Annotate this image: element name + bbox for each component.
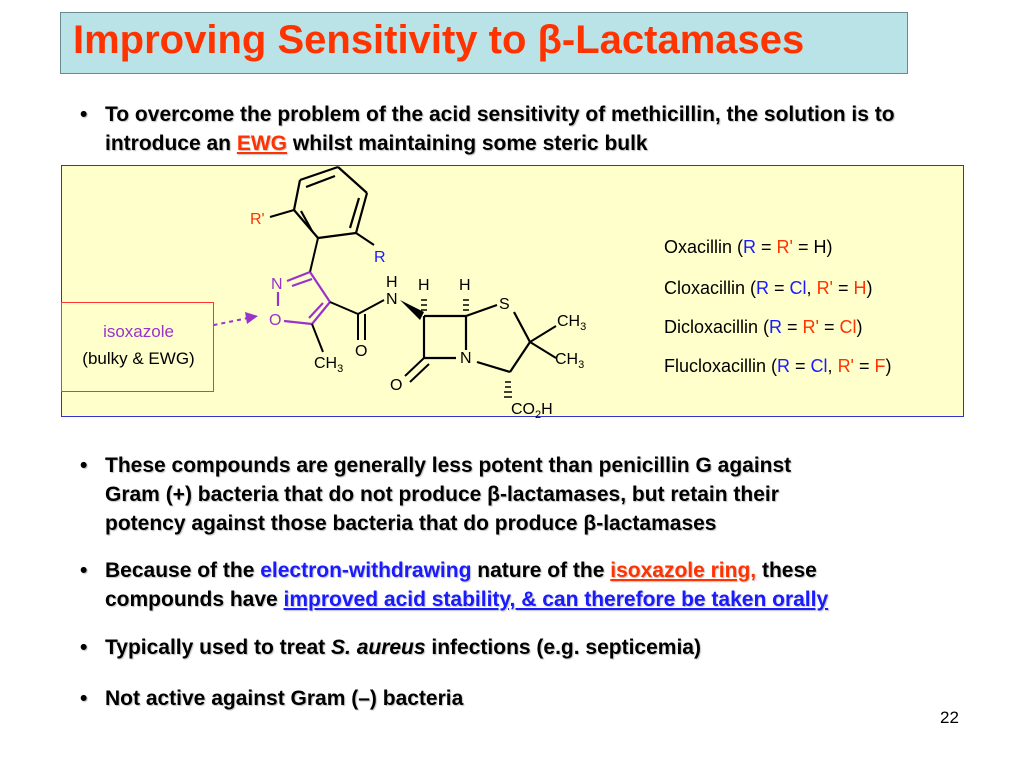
atom-h-amide: H [386, 274, 398, 291]
drug-part: H) [813, 237, 833, 257]
drug-part: R [777, 356, 791, 376]
atom-r: R [374, 249, 386, 266]
drug-cloxacillin [664, 278, 873, 299]
drug-part: = [756, 237, 777, 257]
aryl-isoxazole-bond [310, 238, 318, 272]
drug-part: = [833, 278, 854, 298]
bullet-dot: • [80, 454, 88, 477]
atom-h-1: H [418, 277, 430, 294]
drug-part: R' [776, 237, 793, 257]
r-bond [356, 233, 374, 245]
bullet-potency-line1: These compounds are generally less potent than penicillin G against [105, 454, 792, 477]
b2-mid: nature of the [471, 559, 611, 582]
atom-n-lactam: N [460, 350, 472, 367]
atom-o-ring: O [269, 312, 282, 329]
bullet-potency-line2: Gram (+) bacteria that do not produce β-lactamases, but retain their [105, 483, 779, 506]
bullet-ewg-text [105, 556, 985, 614]
isoxazole-desc: (bulky & EWG) [82, 349, 195, 368]
ewg-link[interactable]: EWG [236, 132, 288, 155]
drug-part: = [792, 237, 814, 257]
bullet-dot: • [80, 687, 88, 710]
drug-part: Cl [810, 356, 828, 376]
atom-ch3-b: $CH_3$ [555, 351, 585, 371]
drug-dicloxacillin [664, 317, 863, 338]
b3-post: infections (e.g. septicemia) [425, 636, 701, 659]
drug-part: = [790, 356, 811, 376]
drug-part: R [756, 278, 770, 298]
atom-n-ring: N [271, 276, 283, 293]
b2-post: these [756, 559, 817, 582]
drug-part: Cl [789, 278, 807, 298]
acyl-bond [330, 302, 358, 314]
drug-part: = [854, 356, 875, 376]
atom-co2h: $CO_2H$ [511, 401, 553, 421]
atom-r-prime: R' [250, 211, 265, 228]
s-aureus-italic: S. aureus [331, 636, 426, 659]
atom-o-lactam: O [390, 377, 403, 394]
drug-part: ) [866, 278, 873, 298]
wedge-bond [400, 300, 424, 320]
thiazolidine-ring [466, 305, 530, 372]
drug-part: R [769, 317, 783, 337]
b3-pre: Typically used to treat [105, 636, 332, 659]
drug-part: , [827, 356, 838, 376]
bullet-s-aureus-text [105, 633, 985, 662]
intro-after: whilst maintaining some steric bulk [287, 132, 648, 155]
page-number: 22 [940, 708, 959, 727]
bullet-dot: • [80, 636, 88, 659]
bullet-potency-line3: potency against those bacteria that do produce β-lactamases [105, 512, 717, 535]
atom-ch3-ring: $CH_3$ [314, 355, 344, 375]
r-prime-bond [270, 210, 294, 217]
isoxazole-callout [61, 302, 214, 392]
bullet-dot: • [80, 103, 88, 126]
methyl-a-bond [530, 326, 556, 342]
methyl-bond [312, 324, 323, 352]
atom-h-2: H [459, 277, 471, 294]
drug-part: Cl [839, 317, 857, 337]
benzene-ring [294, 167, 367, 238]
atom-ch3-a: $CH_3$ [557, 313, 587, 333]
drug-flucloxacillin [664, 356, 892, 377]
bullet-dot: • [80, 559, 88, 582]
isoxazole-label: isoxazole [103, 322, 174, 341]
drug-part: H [853, 278, 867, 298]
drug-part: R' [802, 317, 819, 337]
b2-pre: Because of the [105, 559, 261, 582]
drug-part: = [818, 317, 840, 337]
atom-n-amide: N [386, 291, 398, 308]
acid-stability-link[interactable]: improved acid stability, & can therefore be taken orally [283, 588, 829, 611]
slide-title: Improving Sensitivity to β-Lactamases [73, 18, 805, 62]
electron-withdrawing-text: electron-withdrawing [260, 559, 472, 582]
lactam-carbonyl [405, 358, 424, 376]
drug-part: = [769, 278, 790, 298]
atom-o-amide: O [355, 343, 368, 360]
atom-s: S [499, 296, 510, 313]
drug-part: R [743, 237, 757, 257]
drug-part: ) [856, 317, 863, 337]
drug-part: Flucloxacillin ( [664, 356, 778, 376]
drug-part: F [874, 356, 886, 376]
drug-part: Oxacillin ( [664, 237, 744, 257]
drug-part: Dicloxacillin ( [664, 317, 770, 337]
drug-part: Cloxacillin ( [664, 278, 757, 298]
drug-part: = [782, 317, 803, 337]
drug-part: R' [837, 356, 854, 376]
drug-part: R' [816, 278, 833, 298]
amide-bond [358, 300, 384, 314]
b2-line2-pre: compounds have [105, 588, 284, 611]
isoxazole-ring [278, 272, 330, 324]
drug-part: ) [885, 356, 892, 376]
arrow-head [245, 312, 258, 324]
bullet-gram-negative-text: Not active against Gram (–) bacteria [105, 687, 464, 710]
intro-before: To overcome the problem of the acid sensitivity of methicillin, the solution is to introduce an [105, 103, 895, 155]
drug-oxacillin [664, 237, 832, 258]
methyl-b-bond [530, 342, 556, 358]
isoxazole-ring-link[interactable]: isoxazole ring, [610, 559, 757, 582]
drug-part: , [806, 278, 817, 298]
bullet-potency-text [105, 451, 985, 538]
